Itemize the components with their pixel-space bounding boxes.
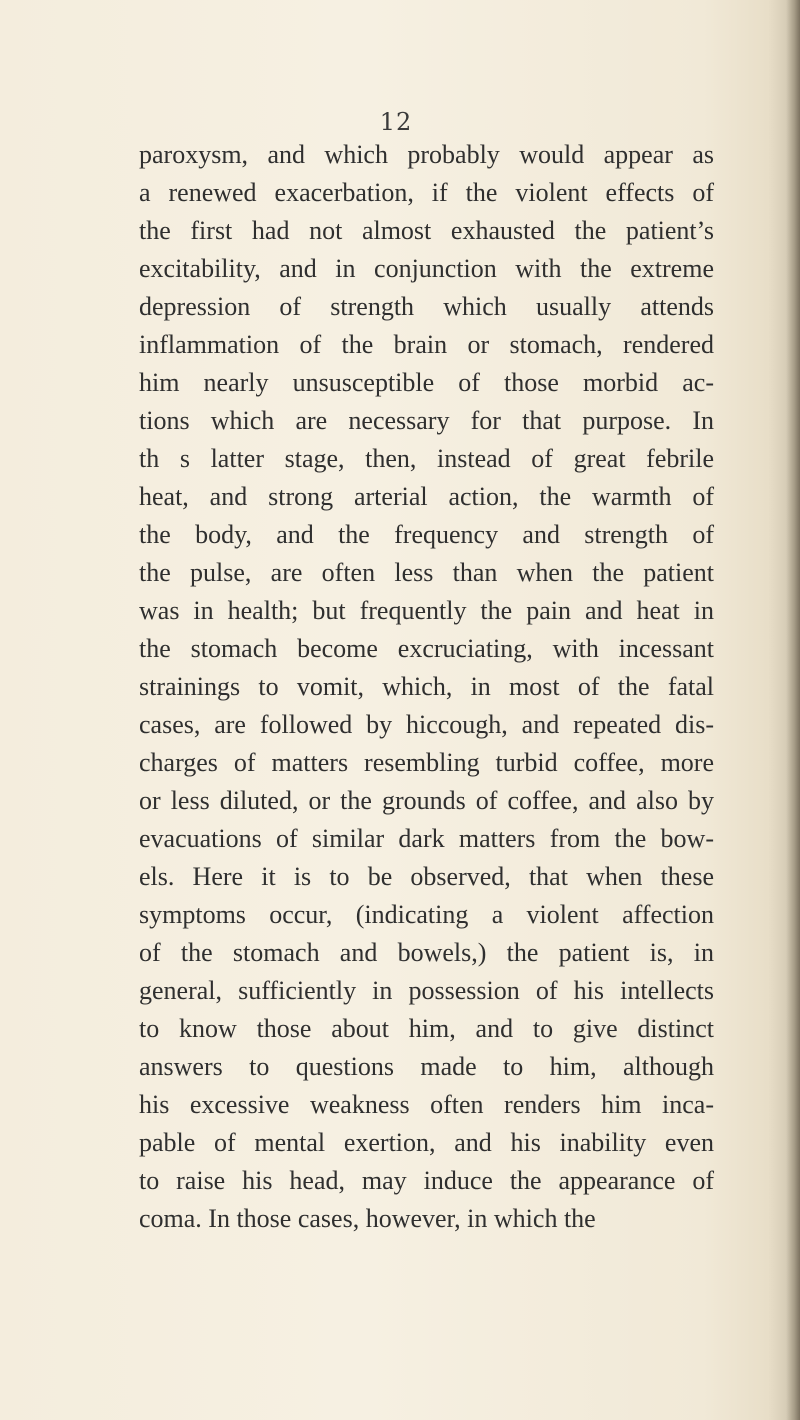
text-line: or less diluted, or the grounds of coffee, and also by [139,786,714,815]
text-line: the first had not almost exhausted the patient’s [139,216,714,245]
text-line: excitability, and in conjunction with the extreme [139,254,714,283]
text-line: was in health; but frequently the pain and heat in [139,596,714,625]
text-line: to raise his head, may induce the appearance of [139,1166,714,1195]
text-line: th s latter stage, then, instead of great febrile [139,444,714,473]
text-line: charges of matters resembling turbid coffee, more [139,748,714,777]
text-line: tions which are necessary for that purpose. In [139,406,714,435]
page-edge-shadow [786,0,800,1420]
text-line: depression of strength which usually attends [139,292,714,321]
text-line: the pulse, are often less than when the patient [139,558,714,587]
text-line: to know those about him, and to give distinct [139,1014,714,1043]
text-line: cases, are followed by hiccough, and repeated dis- [139,710,714,739]
text-line: paroxysm, and which probably would appear as [139,140,714,169]
text-line: symptoms occur, (indicating a violent affection [139,900,714,929]
text-line: of the stomach and bowels,) the patient is, in [139,938,714,967]
text-line: evacuations of similar dark matters from the bow- [139,824,714,853]
text-line: general, sufficiently in possession of his intellects [139,976,714,1005]
text-line: coma. In those cases, however, in which the [139,1204,596,1233]
text-line: answers to questions made to him, although [139,1052,714,1081]
text-line: his excessive weakness often renders him inca- [139,1090,714,1119]
text-line: pable of mental exertion, and his inability even [139,1128,714,1157]
body-text [139,136,714,1238]
page-number: 12 [379,108,413,136]
text-line: heat, and strong arterial action, the warmth of [139,482,714,511]
text-line: the stomach become excruciating, with incessant [139,634,714,663]
text-line: a renewed exacerbation, if the violent effects of [139,178,714,207]
text-line: the body, and the frequency and strength of [139,520,714,549]
text-line: strainings to vomit, which, in most of the fatal [139,672,714,701]
text-line: inflammation of the brain or stomach, rendered [139,330,714,359]
text-line: him nearly unsusceptible of those morbid ac- [139,368,714,397]
text-line: els. Here it is to be observed, that when these [139,862,714,891]
